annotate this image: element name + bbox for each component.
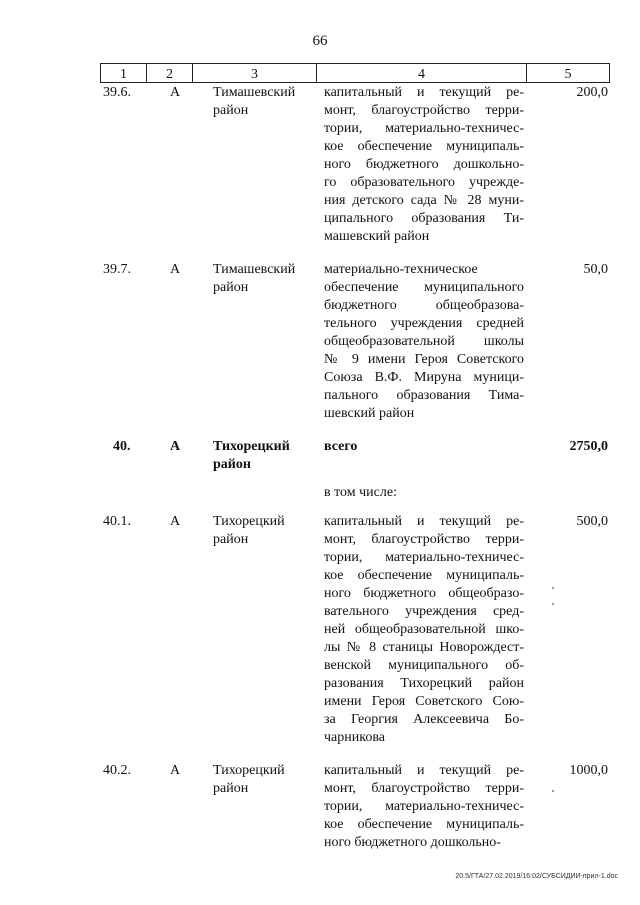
row-amount: 200,0 xyxy=(576,85,608,100)
description-line: венской муниципального об- xyxy=(324,658,524,673)
row-district xyxy=(213,438,313,474)
district-line: район xyxy=(213,781,249,796)
description-line: ния детского сада № 28 муни- xyxy=(324,193,524,208)
description-line: тории, материально-техничес- xyxy=(324,799,524,814)
description-line: монт, благоустройство терри- xyxy=(324,532,524,547)
row-number: 40. xyxy=(113,439,131,454)
district-line: Тимашевский xyxy=(213,85,296,100)
description-line: ней общеобразовательной шко- xyxy=(324,622,524,637)
row-description xyxy=(324,84,524,246)
footer-file-path: 20.5/ГТА/27.02.2019/16:02/СУБСИДИИ-прил-1.doc xyxy=(455,873,618,880)
district-line: район xyxy=(213,532,249,547)
description-line: капитальный и текущий ре- xyxy=(324,763,524,778)
description-line: ного бюджетного дошкольно- xyxy=(324,157,524,172)
description-line: ного бюджетного дошкольно- xyxy=(324,835,501,850)
description-line: пального образования Тима- xyxy=(324,388,524,403)
description-line: общеобразовательной школы xyxy=(324,334,524,349)
header-cell-1: 1 xyxy=(100,63,146,83)
district-line: район xyxy=(213,457,251,472)
district-line: район xyxy=(213,280,249,295)
header-cell-2: 2 xyxy=(146,63,192,83)
row-letter: А xyxy=(170,763,181,778)
scan-speck xyxy=(552,587,554,589)
district-line: район xyxy=(213,103,249,118)
description-line: тельного учреждения средней xyxy=(324,316,524,331)
description-line: кое обеспечение муниципаль- xyxy=(324,568,524,583)
description-line: в том числе: xyxy=(324,485,397,500)
description-line: разования Тихорецкий район xyxy=(324,676,524,691)
row-district xyxy=(213,762,313,798)
row-district xyxy=(213,84,313,120)
description-line: шевский район xyxy=(324,406,415,421)
district-line: Тимашевский xyxy=(213,262,296,277)
table-header xyxy=(100,63,610,83)
header-cell-4: 4 xyxy=(316,63,526,83)
row-district xyxy=(213,261,313,297)
description-line: Союза В.Ф. Мируна муници- xyxy=(324,370,524,385)
row-amount: 50,0 xyxy=(583,262,608,277)
scan-speck xyxy=(552,603,554,605)
row-letter: А xyxy=(170,85,181,100)
description-line: всего xyxy=(324,439,358,454)
row-description xyxy=(324,762,524,852)
district-line: Тихорецкий xyxy=(213,763,285,778)
description-line: ципального образования Ти- xyxy=(324,211,524,226)
description-line: го образовательного учрежде- xyxy=(324,175,524,190)
scan-speck xyxy=(552,790,554,792)
row-number: 40.2. xyxy=(103,763,131,778)
description-line: материально-техническое xyxy=(324,262,478,277)
description-line: имени Героя Советского Сою- xyxy=(324,694,524,709)
description-line: ного бюджетного общеобразо- xyxy=(324,586,524,601)
row-number: 39.6. xyxy=(103,85,131,100)
row-letter: А xyxy=(170,262,181,277)
description-line: тории, материально-техничес- xyxy=(324,550,524,565)
header-cell-3: 3 xyxy=(192,63,316,83)
row-district xyxy=(213,513,313,549)
row-number: 40.1. xyxy=(103,514,131,529)
description-line: монт, благоустройство терри- xyxy=(324,781,524,796)
description-line: монт, благоустройство терри- xyxy=(324,103,524,118)
row-description xyxy=(324,513,524,747)
row-description xyxy=(324,261,524,423)
row-amount: 500,0 xyxy=(576,514,608,529)
description-line: лы № 8 станицы Новорождест- xyxy=(324,640,524,655)
description-line: № 9 имени Героя Советского xyxy=(324,352,524,367)
district-line: Тихорецкий xyxy=(213,514,285,529)
description-line: чарникова xyxy=(324,730,385,745)
description-line: бюджетного общеобразова- xyxy=(324,298,524,313)
row-description xyxy=(324,484,524,502)
description-line: кое обеспечение муниципаль- xyxy=(324,139,524,154)
page-number: 66 xyxy=(312,33,328,49)
description-line: кое обеспечение муниципаль- xyxy=(324,817,524,832)
description-line: обеспечение муниципального xyxy=(324,280,524,295)
description-line: машевский район xyxy=(324,229,430,244)
description-line: капитальный и текущий ре- xyxy=(324,85,524,100)
row-number: 39.7. xyxy=(103,262,131,277)
row-letter: А xyxy=(170,439,181,454)
description-line: вательного учреждения сред- xyxy=(324,604,524,619)
description-line: капитальный и текущий ре- xyxy=(324,514,524,529)
description-line: за Георгия Алексеевича Бо- xyxy=(324,712,524,727)
row-description xyxy=(324,438,524,456)
header-cell-5: 5 xyxy=(526,63,610,83)
district-line: Тихорецкий xyxy=(213,439,290,454)
description-line: тории, материально-техничес- xyxy=(324,121,524,136)
row-letter: А xyxy=(170,514,181,529)
row-amount: 2750,0 xyxy=(569,439,608,454)
row-amount: 1000,0 xyxy=(569,763,608,778)
